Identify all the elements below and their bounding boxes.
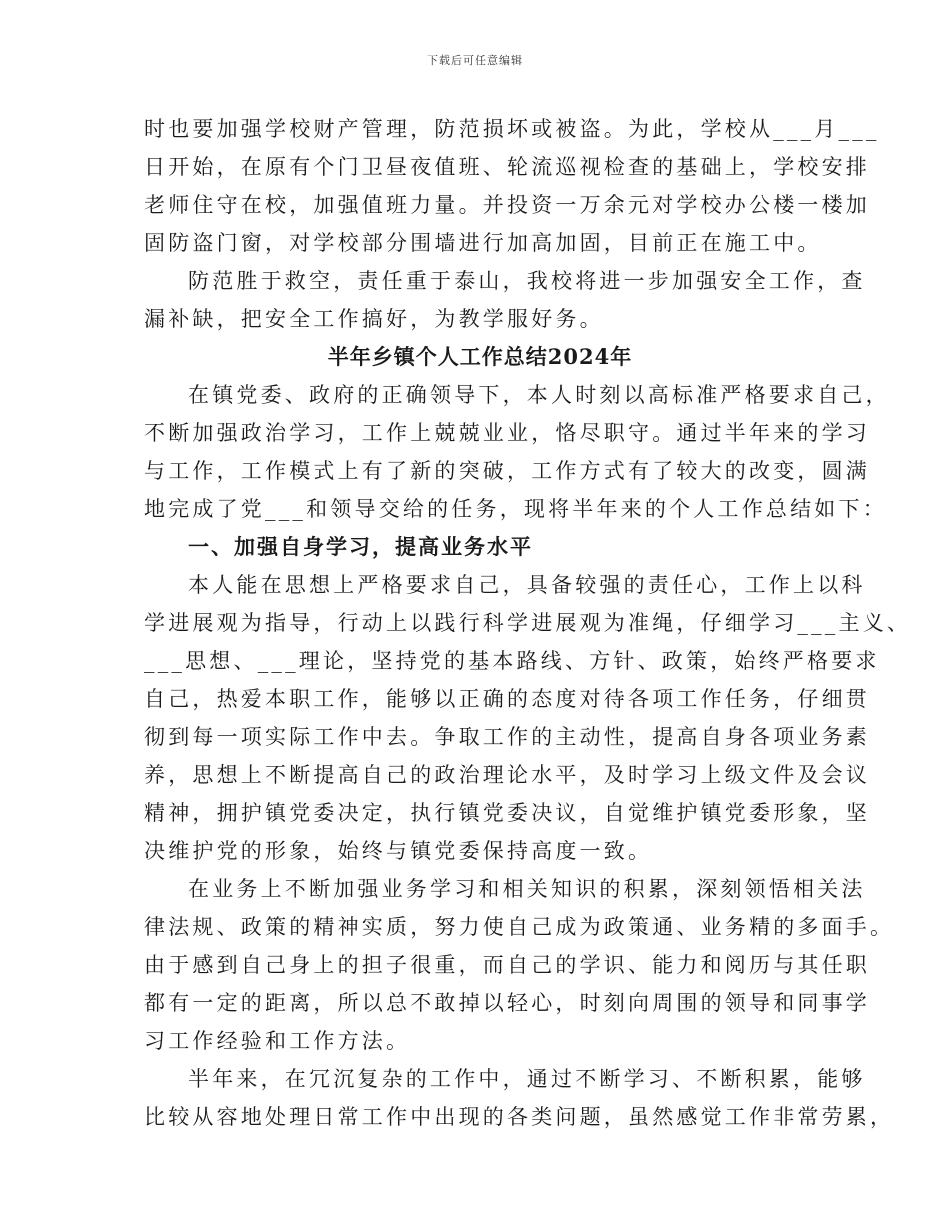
paragraph-line: 在镇党委、政府的正确领导下，本人时刻以高标准严格要求自己， xyxy=(188,383,890,407)
paragraph-line: 比较从容地处理日常工作中出现的各类问题，虽然感觉工作非常劳累， xyxy=(144,1105,895,1129)
paragraph-line: 都有一定的距离，所以总不敢掉以轻心，时刻向周围的领导和同事学 xyxy=(144,991,870,1015)
paragraph-line: 自己，热爱本职工作，能够以正确的态度对待各项工作任务，仔细贯 xyxy=(144,687,870,711)
paragraph-line: 决维护党的形象，始终与镇党委保持高度一致。 xyxy=(144,839,653,863)
section-title: 半年乡镇个人工作总结2024年 xyxy=(327,344,633,369)
paragraph-line: 地完成了党___和领导交给的任务，现将半年来的个人工作总结如下： xyxy=(144,497,887,521)
paragraph-line: 漏补缺，把安全工作搞好，为教学服好务。 xyxy=(144,307,604,331)
paragraph-line: 老师住守在校，加强值班力量。并投资一万余元对学校办公楼一楼加 xyxy=(144,193,870,217)
paragraph-line: 日开始，在原有个门卫昼夜值班、轮流巡视检查的基础上，学校安排 xyxy=(144,155,870,179)
paragraph-line: 养，思想上不断提高自己的政治理论水平，及时学习上级文件及会议 xyxy=(144,763,870,787)
paragraph-line: 律法规、政策的精神实质，努力使自己成为政策通、业务精的多面手。 xyxy=(144,915,895,939)
paragraph-line: 时也要加强学校财产管理，防范损坏或被盗。为此，学校从___月___ xyxy=(144,117,880,141)
paragraph-line: 精神，拥护镇党委决定，执行镇党委决议，自觉维护镇党委形象，坚 xyxy=(144,801,870,825)
paragraph-line: 在业务上不断加强业务学习和相关知识的积累，深刻领悟相关法 xyxy=(188,877,866,901)
paragraph-line: ___思想、___理论，坚持党的基本路线、方针、政策，始终严格要求 xyxy=(144,649,880,673)
paragraph-line: 学进展观为指导，行动上以践行科学进展观为准绳，仔细学习___主义、 xyxy=(144,611,912,635)
paragraph-line: 半年来，在冗沉复杂的工作中，通过不断学习、不断积累，能够 xyxy=(188,1067,866,1091)
paragraph-line: 固防盗门窗，对学校部分围墙进行加高加固，目前正在施工中。 xyxy=(144,231,822,255)
subheading: 一、加强自身学习，提高业务水平 xyxy=(188,534,533,559)
paragraph-line: 彻到每一项实际工作中去。争取工作的主动性，提高自身各项业务素 xyxy=(144,725,870,749)
paragraph-line: 习工作经验和工作方法。 xyxy=(144,1029,411,1053)
paragraph-line: 本人能在思想上严格要求自己，具备较强的责任心，工作上以科 xyxy=(188,573,866,597)
paragraph-line: 由于感到自己身上的担子很重，而自己的学识、能力和阅历与其任职 xyxy=(144,953,870,977)
paragraph-line: 与工作，工作模式上有了新的突破，工作方式有了较大的改变，圆满 xyxy=(144,459,870,483)
page-header: 下载后可任意编辑 xyxy=(427,54,523,67)
document-body xyxy=(144,110,912,1136)
paragraph-line: 防范胜于救空，责任重于泰山，我校将进一步加强安全工作，查 xyxy=(188,269,866,293)
paragraph-line: 不断加强政治学习，工作上兢兢业业，恪尽职守。通过半年来的学习 xyxy=(144,421,870,445)
